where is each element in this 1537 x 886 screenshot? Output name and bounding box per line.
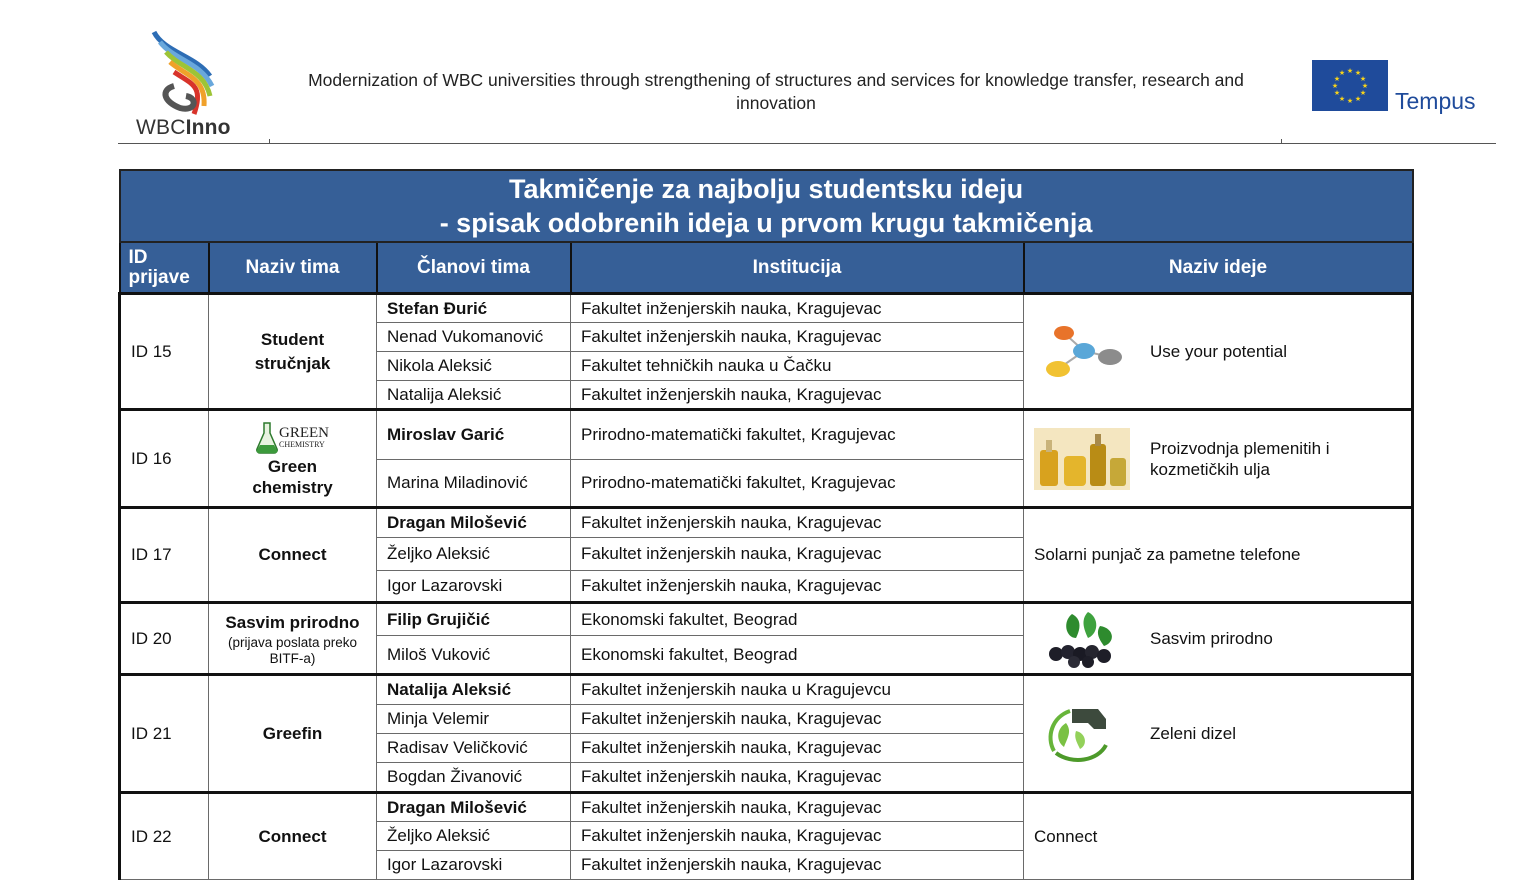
svg-text:★: ★ bbox=[1331, 82, 1339, 90]
svg-text:★: ★ bbox=[1338, 95, 1346, 103]
col-header-team: Naziv tima bbox=[209, 242, 377, 294]
berries-icon bbox=[1032, 607, 1132, 671]
svg-text:★: ★ bbox=[1354, 95, 1362, 103]
molecule-balls-icon bbox=[1032, 320, 1132, 384]
svg-text:★: ★ bbox=[1361, 82, 1369, 90]
cell-member: Željko Aleksić bbox=[377, 822, 571, 851]
idea-name: Sasvim prirodno bbox=[1150, 629, 1273, 648]
cell-member: Igor Lazarovski bbox=[377, 851, 571, 880]
logo-chemistry: CHEMISTRY bbox=[279, 440, 325, 449]
team-name: Sasvim prirodno bbox=[225, 612, 360, 632]
ideas-table bbox=[118, 169, 1414, 880]
cell-member: Radisav Veličković bbox=[377, 734, 571, 763]
team-note-line2: BITF-a) bbox=[269, 650, 316, 666]
cell-member: Željko Aleksić bbox=[377, 538, 571, 571]
team-note bbox=[209, 635, 376, 667]
cell-institution: Fakultet inženjerskih nauka, Kragujevac bbox=[571, 323, 1024, 352]
cell-team: Connect bbox=[209, 508, 377, 603]
team-note-line1: (prijava poslata preko bbox=[227, 634, 358, 650]
cell-institution: Fakultet inženjerskih nauka, Kragujevac bbox=[571, 294, 1024, 323]
idea-name-line2: kozmetičkih ulja bbox=[1150, 459, 1270, 479]
cell-idea bbox=[1024, 675, 1413, 793]
idea-name bbox=[1150, 438, 1330, 480]
cell-idea bbox=[1024, 410, 1413, 508]
cell-institution: Fakultet inženjerskih nauka, Kragujevac bbox=[571, 734, 1024, 763]
cell-member: Miloš Vuković bbox=[377, 636, 571, 675]
cell-team: Greefin bbox=[209, 675, 377, 793]
cell-institution: Fakultet inženjerskih nauka, Kragujevac bbox=[571, 538, 1024, 571]
cell-id: ID 15 bbox=[120, 294, 209, 410]
cell-institution: Fakultet inženjerskih nauka u Kragujevcu bbox=[571, 675, 1024, 705]
eu-flag-icon bbox=[1312, 60, 1388, 111]
cell-team: Connect bbox=[209, 793, 377, 880]
table-title-line2: - spisak odobrenih ideja u prvom krugu takmičenja bbox=[439, 208, 1093, 238]
cell-institution: Prirodno-matematički fakultet, Kragujevac bbox=[571, 460, 1024, 508]
cell-member: Filip Grujičić bbox=[377, 603, 571, 636]
svg-text:★: ★ bbox=[1354, 69, 1362, 77]
table-title-line1: Takmičenje za najbolju studentsku ideju bbox=[508, 174, 1024, 204]
svg-text:★: ★ bbox=[1338, 69, 1346, 77]
cell-institution: Fakultet inženjerskih nauka, Kragujevac bbox=[571, 763, 1024, 793]
cell-member: Marina Miladinović bbox=[377, 460, 571, 508]
team-name-line1: Green bbox=[267, 456, 318, 476]
cell-member: Dragan Milošević bbox=[377, 793, 571, 822]
cell-institution: Fakultet inženjerskih nauka, Kragujevac bbox=[571, 571, 1024, 603]
table-row bbox=[120, 410, 1413, 460]
idea-name: Zeleni dizel bbox=[1150, 724, 1236, 743]
cell-idea: Solarni punjač za pametne telefone bbox=[1024, 508, 1413, 603]
svg-text:★: ★ bbox=[1346, 67, 1354, 75]
cell-id: ID 21 bbox=[120, 675, 209, 793]
col-header-id-line2: prijave bbox=[128, 266, 190, 288]
svg-text:★: ★ bbox=[1346, 97, 1354, 105]
cell-idea: Connect bbox=[1024, 793, 1413, 880]
cell-institution: Fakultet inženjerskih nauka, Kragujevac bbox=[571, 822, 1024, 851]
table-row bbox=[120, 675, 1413, 705]
cell-institution: Fakultet inženjerskih nauka, Kragujevac bbox=[571, 793, 1024, 822]
svg-text:★: ★ bbox=[1333, 75, 1341, 83]
cell-id: ID 22 bbox=[120, 793, 209, 880]
cell-team bbox=[209, 294, 377, 410]
cell-institution: Fakultet inženjerskih nauka, Kragujevac bbox=[571, 508, 1024, 538]
table-row bbox=[120, 294, 1413, 323]
logo-wordmark-a: WBC bbox=[136, 116, 186, 139]
svg-text:★: ★ bbox=[1359, 75, 1367, 83]
flask-icon bbox=[256, 421, 278, 455]
cell-id: ID 16 bbox=[120, 410, 209, 508]
green-chemistry-logo bbox=[209, 420, 376, 456]
svg-text:★: ★ bbox=[1333, 89, 1341, 97]
cell-team bbox=[209, 603, 377, 675]
cell-member: Dragan Milošević bbox=[377, 508, 571, 538]
cell-member: Miroslav Garić bbox=[377, 410, 571, 460]
cell-institution: Fakultet inženjerskih nauka, Kragujevac bbox=[571, 851, 1024, 880]
team-name-line1: Student bbox=[260, 329, 325, 349]
cell-member: Nenad Vukomanović bbox=[377, 323, 571, 352]
cell-institution: Fakultet inženjerskih nauka, Kragujevac bbox=[571, 705, 1024, 734]
green-fuel-nozzle-icon bbox=[1032, 702, 1132, 766]
table-title bbox=[120, 170, 1413, 242]
col-header-members: Članovi tima bbox=[377, 242, 571, 294]
cell-institution: Ekonomski fakultet, Beograd bbox=[571, 636, 1024, 675]
logo-wordmark-b: Inno bbox=[185, 116, 231, 139]
logo-wordmark bbox=[136, 116, 231, 140]
cell-team bbox=[209, 410, 377, 508]
cell-institution: Prirodno-matematički fakultet, Kragujevac bbox=[571, 410, 1024, 460]
table-row bbox=[120, 793, 1413, 822]
cell-institution: Fakultet inženjerskih nauka, Kragujevac bbox=[571, 381, 1024, 410]
cell-institution: Ekonomski fakultet, Beograd bbox=[571, 603, 1024, 636]
team-name-line2: stručnjak bbox=[254, 353, 331, 373]
cell-idea bbox=[1024, 294, 1413, 410]
cell-member: Bogdan Živanović bbox=[377, 763, 571, 793]
cell-idea bbox=[1024, 603, 1413, 675]
col-header-id-line1: ID bbox=[128, 246, 148, 268]
header-divider-tick bbox=[1281, 139, 1282, 144]
team-name-line2: chemistry bbox=[252, 477, 333, 497]
cell-member: Nikola Aleksić bbox=[377, 352, 571, 381]
table-row bbox=[120, 508, 1413, 538]
tempus-logo-text: Tempus bbox=[1395, 88, 1476, 114]
cell-member: Stefan Đurić bbox=[377, 294, 571, 323]
oil-bottles-icon bbox=[1032, 427, 1132, 491]
col-header-idea: Naziv ideje bbox=[1024, 242, 1413, 294]
col-header-id bbox=[120, 242, 209, 294]
table-row bbox=[120, 603, 1413, 636]
cell-member: Minja Velemir bbox=[377, 705, 571, 734]
logo-green: GREEN bbox=[279, 425, 329, 441]
cell-member: Natalija Aleksić bbox=[377, 675, 571, 705]
cell-member: Igor Lazarovski bbox=[377, 571, 571, 603]
cell-id: ID 20 bbox=[120, 603, 209, 675]
col-header-institution: Institucija bbox=[571, 242, 1024, 294]
svg-text:★: ★ bbox=[1359, 89, 1367, 97]
header-subtitle: Modernization of WBC universities through strengthening of structures and services for knowledge transfer, research and innovation bbox=[308, 70, 1244, 113]
idea-name: Use your potential bbox=[1150, 342, 1288, 361]
cell-institution: Fakultet tehničkih nauka u Čačku bbox=[571, 352, 1024, 381]
header-divider-tick bbox=[269, 139, 270, 144]
idea-name-line1: Proizvodnja plemenitih i bbox=[1150, 438, 1330, 458]
header-divider bbox=[118, 143, 1496, 144]
cell-member: Natalija Aleksić bbox=[377, 381, 571, 410]
cell-id: ID 17 bbox=[120, 508, 209, 603]
